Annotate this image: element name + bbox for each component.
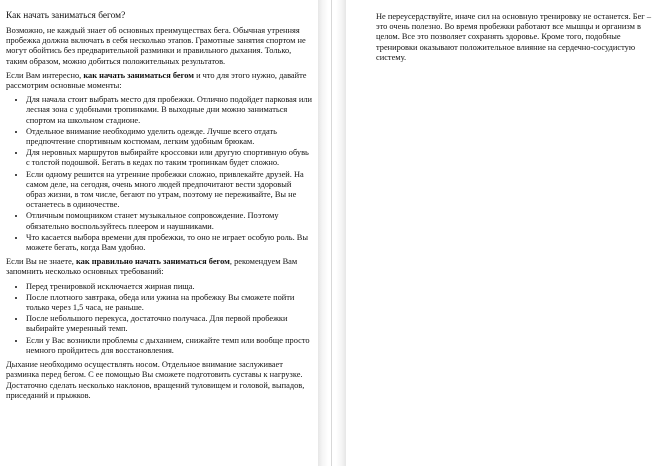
list-item: • Перед тренировкой исключается жирная пища. [26,282,312,292]
section1-text-after: и что для этого нужно, давайте рассмотрим основные моменты: [6,70,307,91]
list-item: • Отличным помощником станет музыкальное сопровождение. Поэтому обязательно воспользуйтесь плеером и наушниками. [26,211,312,231]
section2-text-before: Если Вы не знаете, [6,257,76,267]
list-item: • Для неровных маршрутов выбирайте кроссовки или другую спортивную обувь с толстой подошвой. Бегать в кедах по таким тропинкам будет сложно. [26,148,312,168]
page-gutter [318,0,346,466]
right-page-paragraph: Не переусердствуйте, иначе сил на основную тренировку не останется. Бег – это очень полезно. Во время пробежки работают все мышцы и организм в целом. Все это позволяет сохранять здоровье. Кроме того, подобные тренировки оказывают положительное влияние на сердечно-сосудистую систему. [376,12,652,62]
list-item: • После плотного завтрака, обеда или ужина на пробежку Вы сможете пойти только через 1,5 часа, не раньше. [26,293,312,313]
list-item: • Отдельное внимание необходимо уделить одежде. Лучше всего отдать предпочтение спортивным костюмам, легким удобным брюкам. [26,127,312,147]
section2-paragraph [6,257,312,277]
section1-text-before: Если Вам интересно, [6,70,84,80]
list-item: • Если одному решится на утренние пробежки сложно, привлекайте друзей. На самом деле, на сегодня, очень много людей предпочитают вести здоровый образ жизни, в том числе, бегают по утрам, поэтому не переживайте, Вы не останетесь в одиночестве. [26,170,312,211]
document-page-right [346,0,668,466]
document-page-left [0,0,318,466]
tips-list [6,95,312,253]
intro-paragraph: Возможно, не каждый знает об основных преимуществах бега. Обычная утренняя пробежка должна включать в себя несколько этапов. Грамотные занятия спортом не могут обойтись без предварительной разминки и правильного дыхания. Только, таким образом, можно добиться положительных результатов. [6,26,306,66]
requirements-list [6,282,312,356]
section2-text-after: , рекомендуем Вам запомнить несколько основных требований: [6,257,298,277]
section1-paragraph [6,71,312,91]
section1-bold-phrase: как начать заниматься бегом [83,70,194,80]
page-divider [331,0,332,466]
list-item: • Для начала стоит выбрать место для пробежки. Отлично подойдет парковая или лесная зона с удобными тропинками. В выходные дни можно заниматься спортом на школьном стадионе. [26,95,312,126]
list-item: • После небольшого перекуса, достаточно получаса. Для первой пробежки выбирайте умеренный темп. [26,314,312,334]
page-title: Как начать заниматься бегом? [6,11,126,21]
list-item: • Что касается выбора времени для пробежки, то оно не играет особую роль. Вы можете бегать, когда Вам удобно. [26,233,312,253]
section2-bold-phrase: как правильно начать заниматься бегом [75,257,230,267]
closing-paragraph: Дыхание необходимо осуществлять носом. Отдельное внимание заслуживает разминка перед бегом. С ее помощью Вы сможете подготовить суставы к нагрузке. Достаточно сделать несколько наклонов, вращений туловищем и головой, выпадов, приседаний и прыжков. [6,360,305,400]
list-item: • Если у Вас возникли проблемы с дыханием, снижайте темп или вообще просто немного пройдитесь для восстановления. [26,336,312,356]
